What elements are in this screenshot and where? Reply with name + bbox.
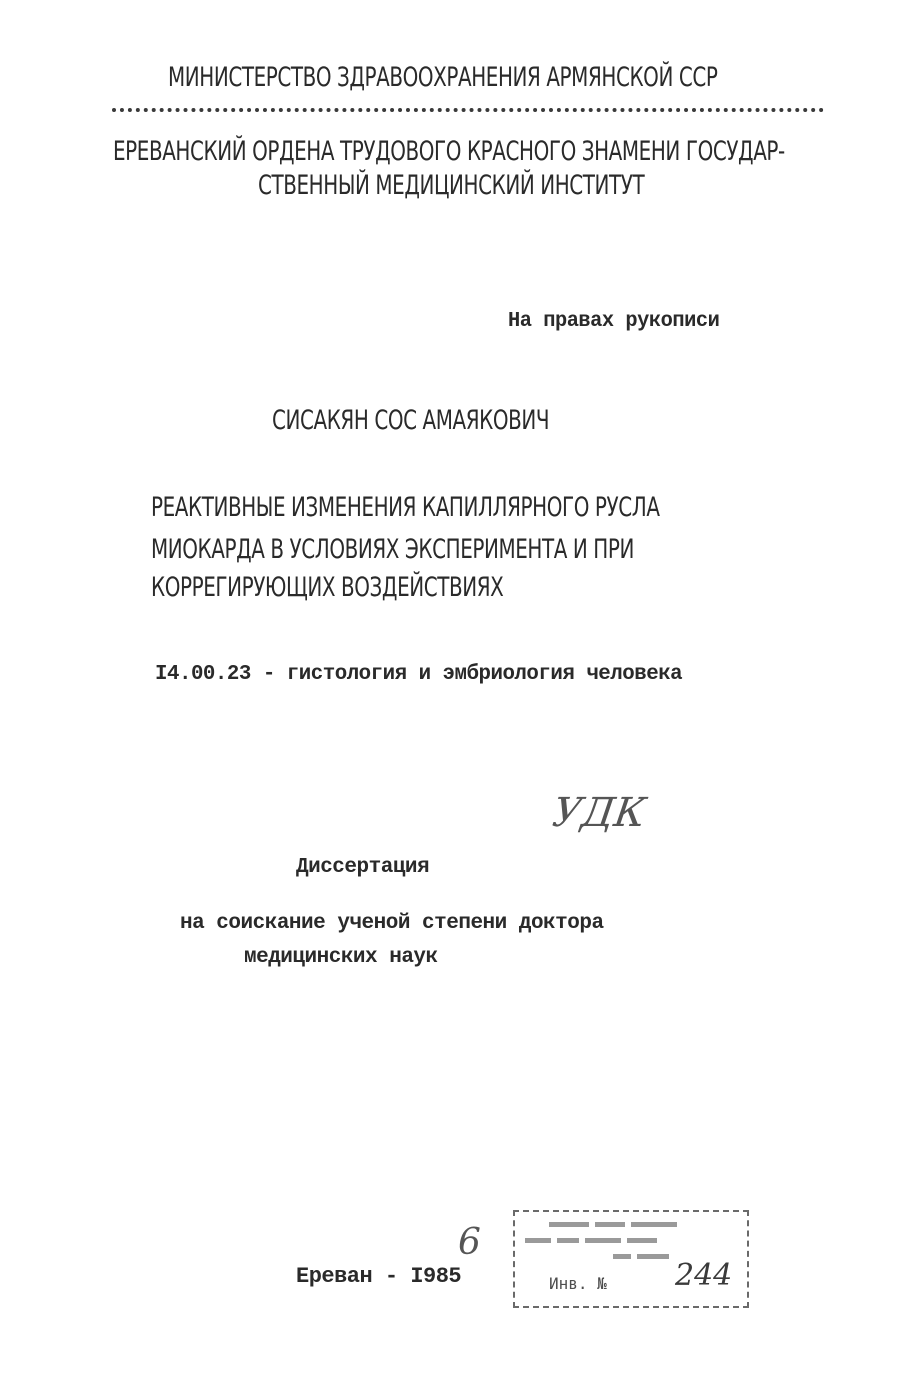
dissertation-purpose-2: медицинских наук — [244, 946, 438, 969]
institute-line-1: ЕРЕВАНСКИЙ ОРДЕНА ТРУДОВОГО КРАСНОГО ЗНАМЕНИ ГОСУДАР- — [113, 136, 785, 167]
manuscript-note: На правах рукописи — [508, 310, 720, 333]
author-name: СИСАКЯН СОС АМАЯКОВИЧ — [272, 405, 550, 436]
title-line-1: РЕАКТИВНЫЕ ИЗМЕНЕНИЯ КАПИЛЛЯРНОГО РУСЛА — [151, 492, 660, 523]
header-divider — [112, 108, 824, 112]
title-line-2: МИОКАРДА В УСЛОВИЯХ ЭКСПЕРИМЕНТА И ПРИ — [151, 534, 634, 565]
stamp-inventory-prefix: Инв. № — [549, 1274, 607, 1293]
stamp-inventory-number: 244 — [675, 1258, 733, 1293]
library-stamp — [513, 1210, 749, 1308]
specialty-code: I4.00.23 - гистология и эмбриология человека — [155, 663, 683, 686]
dissertation-label: Диссертация — [296, 856, 430, 879]
ministry-header: МИНИСТЕРСТВО ЗДРАВООХРАНЕНИЯ АРМЯНСКОЙ ССР — [168, 62, 718, 93]
dissertation-purpose-1: на соискание ученой степени доктора — [180, 912, 604, 935]
title-line-3: КОРРЕГИРУЮЩИХ ВОЗДЕЙСТВИЯХ — [151, 572, 504, 603]
handwritten-udk: УДК — [549, 790, 649, 836]
place-and-year: Ереван - I985 — [296, 1264, 462, 1289]
institute-line-2: СТВЕННЫЙ МЕДИЦИНСКИЙ ИНСТИТУТ — [258, 170, 645, 201]
handwritten-number: 6 — [458, 1222, 481, 1263]
